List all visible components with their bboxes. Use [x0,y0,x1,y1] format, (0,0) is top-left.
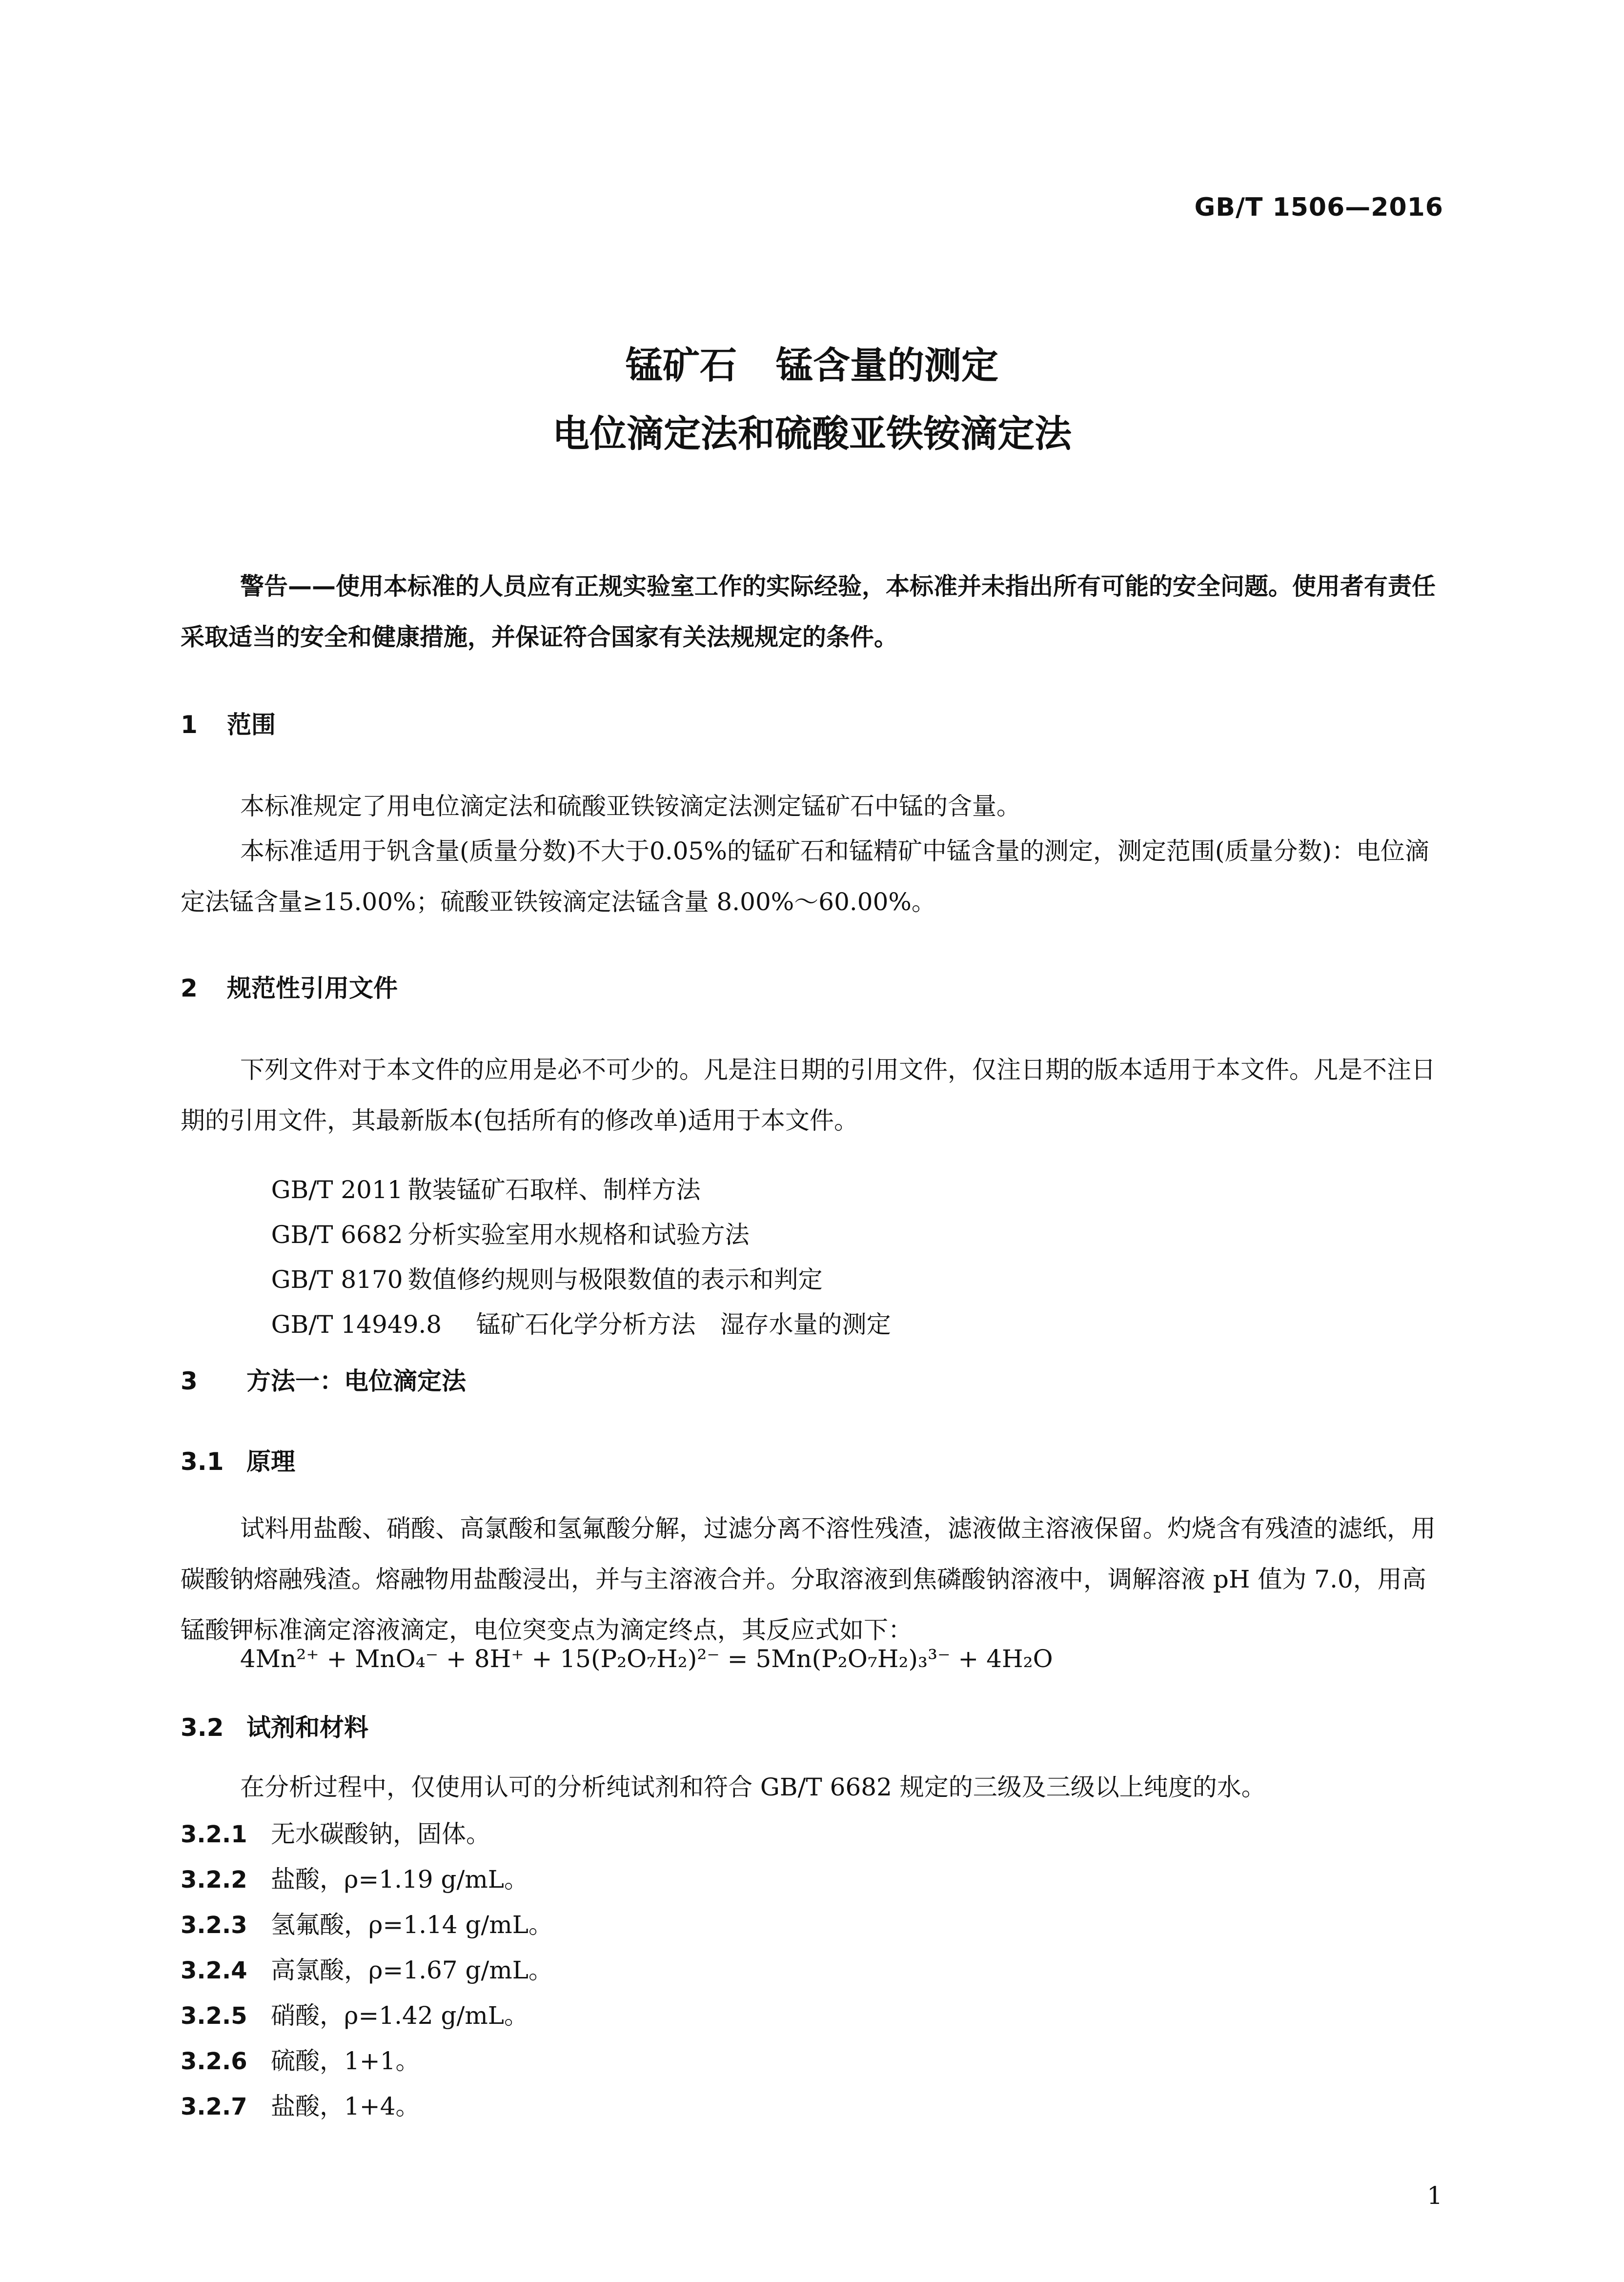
reagent-item [181,2041,420,2077]
section-3-2-heading [181,1708,368,1743]
reagent-item [181,1951,553,1986]
title-part-a: 锰矿石 [626,344,737,387]
reference-item [240,1277,891,1368]
reagent-text: 氢氟酸，ρ=1.14 g/mL。 [271,1911,553,1939]
title-line-1 [0,336,1624,389]
reagents-intro: 在分析过程中，仅使用认可的分析纯试剂和符合 GB/T 6682 规定的三级及三级以上纯度的水。 [240,1773,1266,1801]
reagent-item [181,1905,553,1940]
section-1-heading [181,705,276,740]
reagent-text: 盐酸，ρ=1.19 g/mL。 [271,1865,528,1894]
scope-paragraph-2: 本标准适用于钒含量(质量分数)不大于0.05%的锰矿石和锰精矿中锰含量的测定，测定范围(质量分数)：电位滴定法锰含量≥15.00%；硫酸亚铁铵滴定法锰含量 8.00%～60.00%。 [181,837,1429,916]
reference-code: GB/T 6682 [271,1221,403,1249]
section-number: 3 [181,1367,198,1395]
section-number: 3.1 [181,1447,224,1476]
reagent-text: 盐酸，1+4。 [271,2092,420,2120]
reagent-item [181,1814,490,1850]
section-number: 2 [181,974,198,1002]
reference-code: GB/T 2011 [271,1176,403,1204]
normative-intro: 下列文件对于本文件的应用是必不可少的。凡是注日期的引用文件，仅注日期的版本适用于本文件。凡是不注日期的引用文件，其最新版本(包括所有的修改单)适用于本文件。 [181,1056,1436,1135]
reagent-number: 3.2.6 [181,2048,247,2075]
reference-title: 数值修约规则与极限数值的表示和判定 [407,1265,823,1294]
principle-paragraph: 试料用盐酸、硝酸、高氯酸和氢氟酸分解，过滤分离不溶性残渣，滤液做主溶液保留。灼烧含有残渣的滤纸，用碳酸钠熔融残渣。熔融物用盐酸浸出，并与主溶液合并。分取溶液到焦磷酸钠溶液中，调解溶液 pH 值为 7.0，用高锰酸钾标准滴定溶液滴定，电位突变点为滴定终点，其反应式如下： [181,1514,1436,1644]
title-part-b: 锰含量的测定 [776,344,998,387]
section-title: 范围 [227,711,276,739]
reference-code: GB/T 14949.8 [271,1310,442,1339]
reagent-text: 硝酸，ρ=1.42 g/mL。 [271,2001,528,2030]
reagent-number: 3.2.3 [181,1912,247,1939]
section-3-heading [181,1362,466,1397]
reference-title: 锰矿石化学分析方法 湿存水量的测定 [476,1310,891,1339]
reagent-number: 3.2.5 [181,2002,247,2030]
reagent-item [181,2087,420,2122]
warning-paragraph: 警告——使用本标准的人员应有正规实验室工作的实际经验，本标准并未指出所有可能的安全问题。使用者有责任采取适当的安全和健康措施，并保证符合国家有关法规规定的条件。 [181,572,1436,651]
reagent-item [181,1996,528,2031]
reagent-number: 3.2.4 [181,1957,247,1984]
page-number: 1 [1427,2181,1442,2210]
reagent-item [181,1860,528,1895]
reagent-number: 3.2.1 [181,1821,247,1848]
section-number: 1 [181,711,198,739]
reaction-equation: 4Mn²⁺ + MnO₄⁻ + 8H⁺ + 15(P₂O₇H₂)²⁻ = 5Mn(P₂O₇H₂)₃³⁻ + 4H₂O [240,1645,1053,1673]
reagent-number: 3.2.2 [181,1866,247,1894]
section-title: 规范性引用文件 [227,974,398,1002]
section-title: 原理 [246,1447,295,1476]
title-line-2: 电位滴定法和硫酸亚铁铵滴定法 [552,412,1072,455]
reagent-text: 无水碳酸钠，固体。 [271,1820,490,1848]
section-2-heading [181,969,398,1004]
reference-code: GB/T 8170 [271,1265,403,1294]
reference-title: 分析实验室用水规格和试验方法 [407,1221,750,1249]
reagent-text: 高氯酸，ρ=1.67 g/mL。 [271,1956,553,1984]
standard-code: GB/T 1506—2016 [1194,193,1443,222]
section-title: 试剂和材料 [246,1713,368,1742]
reagent-number: 3.2.7 [181,2093,247,2120]
section-3-1-heading [181,1442,295,1477]
reagent-text: 硫酸，1+1。 [271,2047,420,2075]
section-number: 3.2 [181,1713,224,1742]
scope-paragraph-1: 本标准规定了用电位滴定法和硫酸亚铁铵滴定法测定锰矿石中锰的含量。 [240,792,1021,820]
section-title: 方法一：电位滴定法 [246,1367,466,1395]
reference-title: 散装锰矿石取样、制样方法 [407,1176,701,1204]
